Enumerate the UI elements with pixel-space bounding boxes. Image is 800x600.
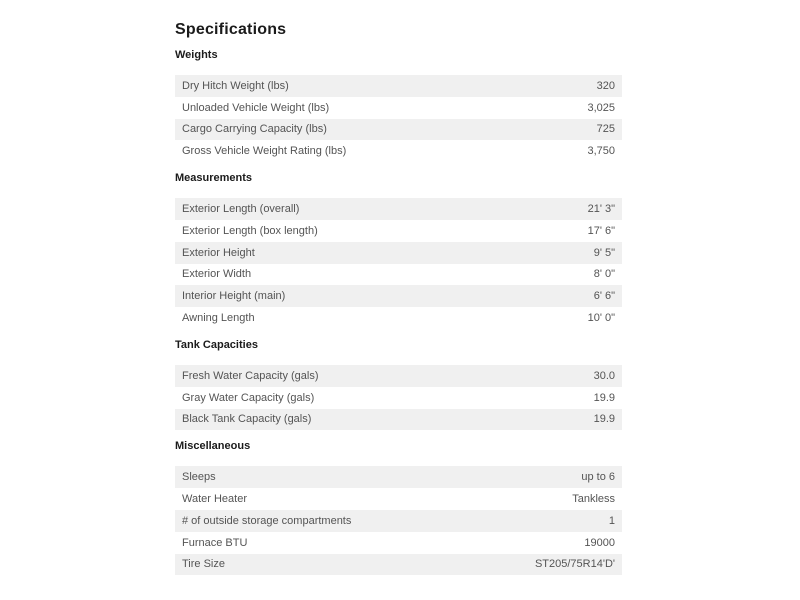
spec-row <box>175 532 622 554</box>
spec-value: 19.9 <box>593 391 615 404</box>
spec-row <box>175 119 622 141</box>
spec-value: ST205/75R14'D' <box>534 558 615 571</box>
spec-label: Water Heater <box>182 493 248 506</box>
spec-table <box>175 466 622 575</box>
spec-label: Tire Size <box>182 558 225 571</box>
spec-value: 3,750 <box>587 145 615 158</box>
spec-row <box>175 510 622 532</box>
spec-value: up to 6 <box>581 471 615 484</box>
spec-value: 6' 6" <box>593 290 615 303</box>
spec-value: 10' 0" <box>587 312 615 325</box>
spec-value: 320 <box>596 79 615 92</box>
spec-row <box>175 488 622 510</box>
spec-row <box>175 365 622 387</box>
spec-label: Interior Height (main) <box>182 290 286 303</box>
spec-value: 19000 <box>584 536 615 549</box>
spec-value: 21' 3" <box>587 203 615 216</box>
spec-value: 17' 6" <box>587 224 615 237</box>
spec-value: 19.9 <box>593 413 615 426</box>
spec-label: Sleeps <box>182 471 216 484</box>
spec-row <box>175 220 622 242</box>
spec-value: Tankless <box>572 493 615 506</box>
spec-table <box>175 198 622 329</box>
spec-value: 725 <box>596 123 615 136</box>
spec-label: Exterior Height <box>182 246 255 259</box>
spec-row <box>175 242 622 264</box>
spec-row <box>175 409 622 431</box>
spec-row <box>175 198 622 220</box>
spec-value: 9' 5" <box>593 246 615 259</box>
spec-label: Black Tank Capacity (gals) <box>182 413 312 426</box>
spec-table <box>175 365 622 430</box>
spec-value: 1 <box>608 514 615 527</box>
spec-label: Unloaded Vehicle Weight (lbs) <box>182 101 330 114</box>
spec-label: Gray Water Capacity (gals) <box>182 391 315 404</box>
spec-row <box>175 466 622 488</box>
spec-row <box>175 264 622 286</box>
page-title: Specifications <box>175 21 287 38</box>
spec-row <box>175 307 622 329</box>
spec-row <box>175 75 622 97</box>
spec-label: Exterior Length (overall) <box>182 203 300 216</box>
spec-label: Exterior Length (box length) <box>182 224 318 237</box>
section-heading-tank-capacities: Tank Capacities <box>175 338 258 351</box>
section-heading-miscellaneous: Miscellaneous <box>175 440 251 453</box>
spec-row <box>175 140 622 162</box>
spec-value: 3,025 <box>587 101 615 114</box>
section-heading-weights: Weights <box>175 49 218 61</box>
spec-label: # of outside storage compartments <box>182 514 352 527</box>
spec-label: Dry Hitch Weight (lbs) <box>182 79 289 92</box>
spec-row <box>175 387 622 409</box>
spec-row <box>175 97 622 119</box>
spec-label: Furnace BTU <box>182 536 248 549</box>
spec-label: Cargo Carrying Capacity (lbs) <box>182 123 327 136</box>
spec-label: Fresh Water Capacity (gals) <box>182 369 319 382</box>
spec-sections <box>175 49 622 575</box>
spec-value: 8' 0" <box>593 268 615 281</box>
spec-label: Exterior Width <box>182 268 252 281</box>
spec-row <box>175 285 622 307</box>
section-heading-measurements: Measurements <box>175 172 253 185</box>
spec-table <box>175 75 622 162</box>
spec-row <box>175 554 622 576</box>
spec-label: Awning Length <box>182 312 255 325</box>
spec-label: Gross Vehicle Weight Rating (lbs) <box>182 145 347 158</box>
spec-value: 30.0 <box>593 369 615 382</box>
